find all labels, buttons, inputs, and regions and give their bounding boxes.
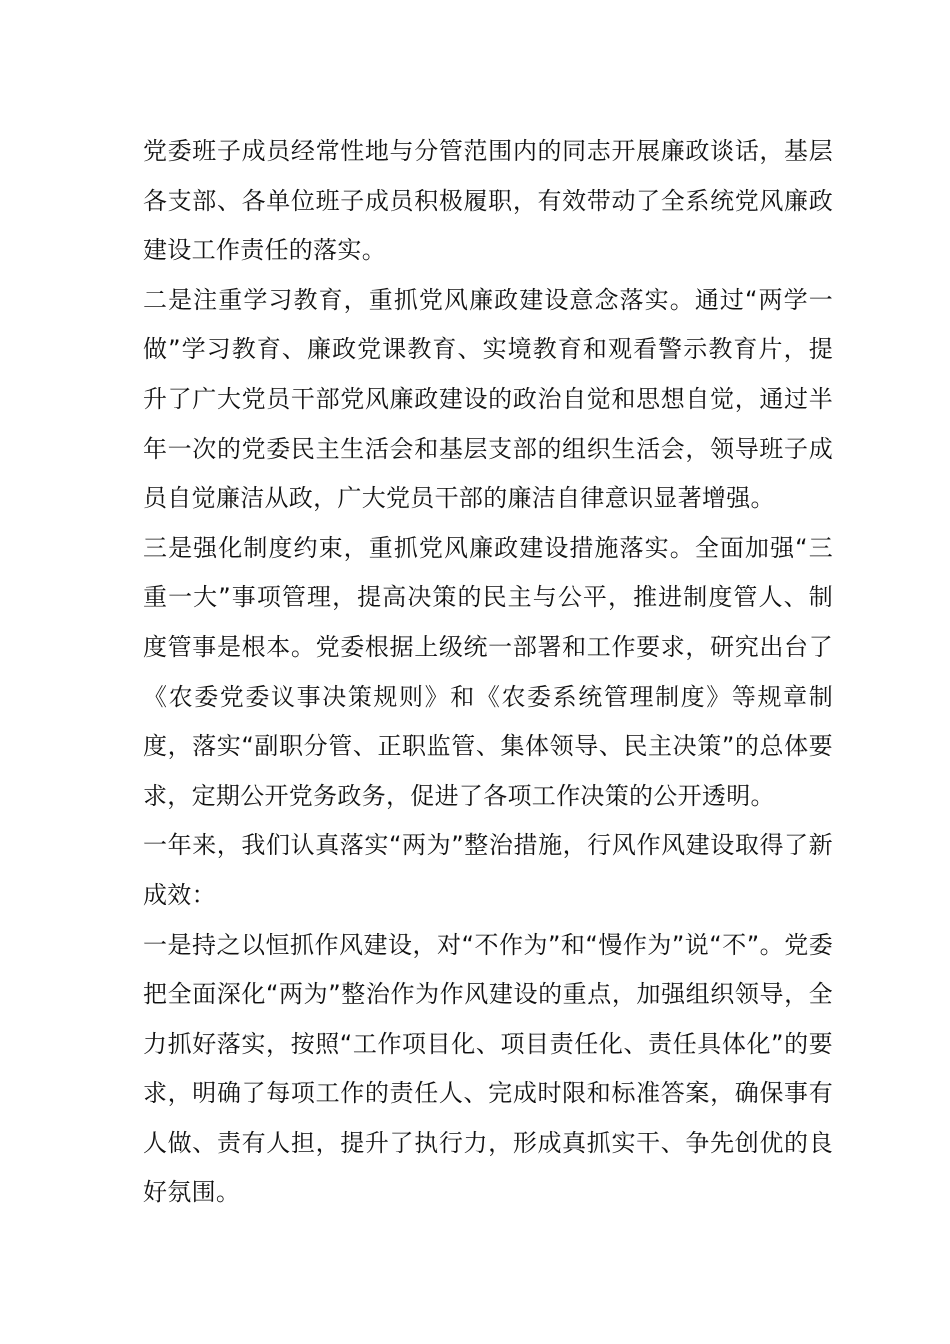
paragraph-3: 三是强化制度约束，重抓党风廉政建设措施落实。全面加强“三重一大”事项管理，提高决策的民主与公平，推进制度管人、制度管事是根本。党委根据上级统一部署和工作要求，研究出台了《农委党委议事决策规则》和《农委系统管理制度》等规章制度，落实“副职分管、正职监管、集体领导、民主决策”的总体要求，定期公开党务政务，促进了各项工作决策的公开透明。 xyxy=(143,533,833,810)
paragraph-2: 二是注重学习教育，重抓党风廉政建设意念落实。通过“两学一做”学习教育、廉政党课教育、实境教育和观看警示教育片，提升了广大党员干部党风廉政建设的政治自觉和思想自觉，通过半年一次的党委民主生活会和基层支部的组织生活会，领导班子成员自觉廉洁从政，广大党员干部的廉洁自律意识显著增强。 xyxy=(143,285,833,513)
paragraph-4: 一年来，我们认真落实“两为”整治措施，行风作风建设取得了新成效： xyxy=(143,831,833,909)
paragraph-5: 一是持之以恒抓作风建设，对“不作为”和“慢作为”说“不”。党委把全面深化“两为”整治作为作风建设的重点，加强组织领导，全力抓好落实，按照“工作项目化、项目责任化、责任具体化”的要求，明确了每项工作的责任人、完成时限和标准答案，确保事有人做、责有人担，提升了执行力，形成真抓实干、争先创优的良好氛围。 xyxy=(143,930,833,1207)
paragraph-1: 党委班子成员经常性地与分管范围内的同志开展廉政谈话，基层各支部、各单位班子成员积极履职，有效带动了全系统党风廉政建设工作责任的落实。 xyxy=(143,137,833,265)
document-body xyxy=(143,127,833,1218)
